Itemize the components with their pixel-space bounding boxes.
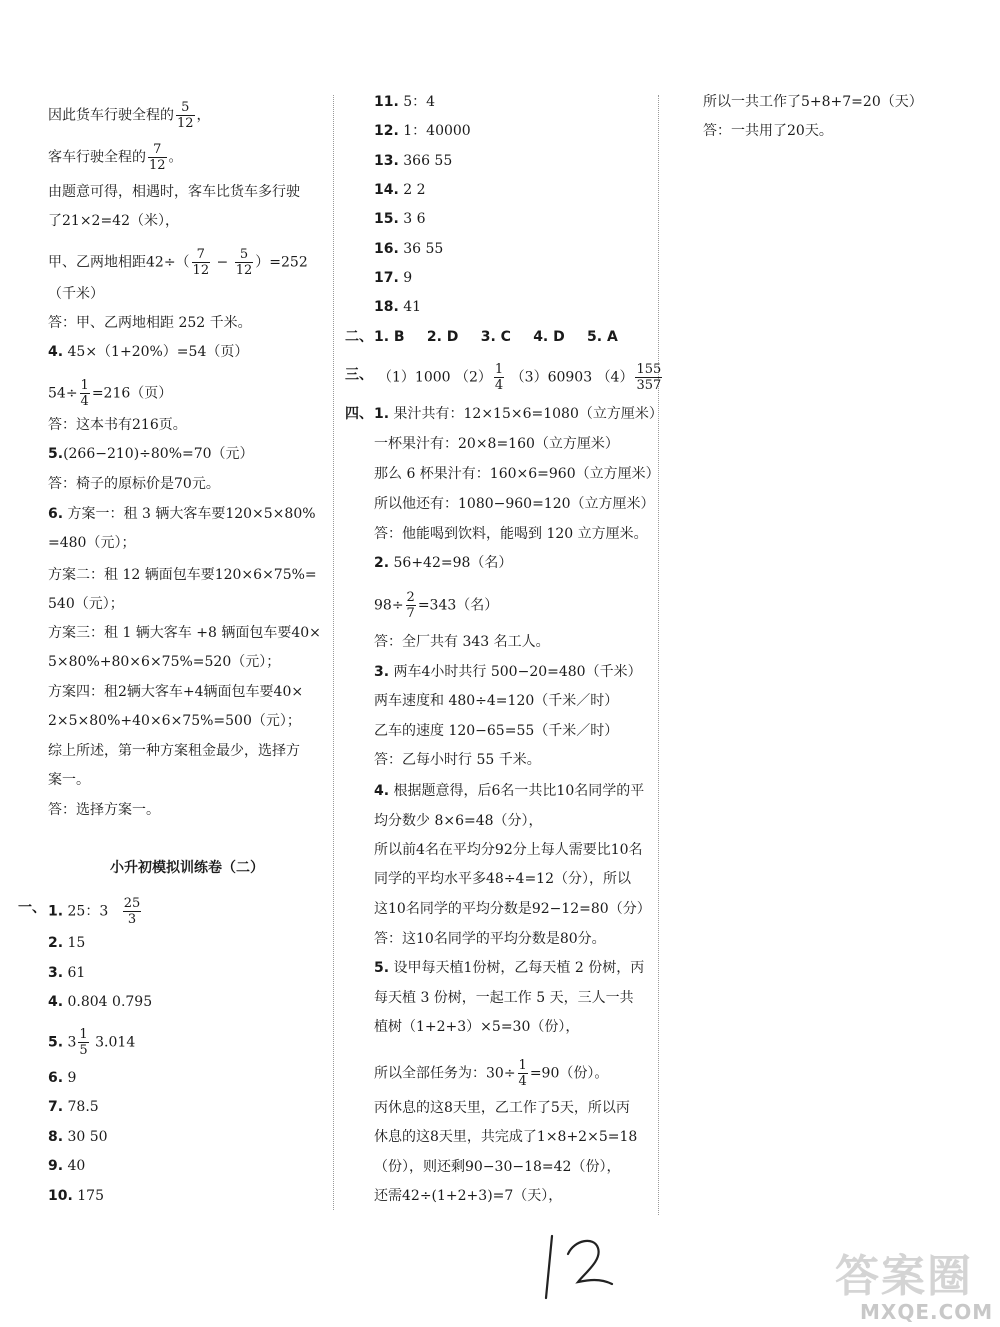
fraction: $\frac{5}{12}$ (177, 100, 194, 131)
text-line: 这10名同学的平均分数是92−12=80（分） (374, 901, 651, 917)
text-line: 由题意可得，相遇时，客车比货车多行驶 (48, 184, 300, 200)
watermark-site: MXQE.COM (860, 1300, 994, 1324)
answer-line: 14. 2 2 (374, 182, 426, 198)
answer-line: 9. 40 (48, 1158, 86, 1174)
handwritten-page-number (538, 1228, 618, 1308)
text-line: 540（元）； (48, 596, 124, 612)
text-line: （千米） (48, 286, 104, 302)
answer-line: 10. 175 (48, 1188, 104, 1204)
answer-line: 8. 30 50 (48, 1129, 108, 1145)
text-line: =480（元）； (48, 535, 136, 551)
answer-line: 16. 36 55 (374, 241, 444, 257)
fraction: $\frac{7}{12}$ (149, 142, 166, 173)
answer-line: 5. 3 $\frac{1}{5}$ 3.014 (48, 1027, 136, 1058)
text-line: 2×5×80%+40×6×75%=500（元）； (48, 713, 301, 729)
text-line: 丙休息的这8天里，乙工作了5天，所以丙 (374, 1100, 630, 1116)
text-line: 3. 两车4小时共行 500−20=480（千米） (374, 664, 642, 680)
text-line: 答：这本书有216页。 (48, 417, 187, 433)
text-line: 所以全部任务为：30÷ $\frac{1}{4}$ =90（份）。 (374, 1058, 609, 1089)
text-line: 98÷ $\frac{2}{7}$ =343（名） (374, 590, 499, 621)
text-line: 案一。 (48, 772, 90, 788)
text-line: 一杯果汁有：20×8=160（立方厘米） (374, 436, 619, 452)
text-line: 两车速度和 480÷4=120（千米／时） (374, 693, 619, 709)
text-line: 6. 方案一：租 3 辆大客车要120×5×80% (48, 506, 316, 522)
text-line: 了21×2=42（米）， (48, 213, 179, 229)
answer-line: 11. 5：4 (374, 94, 436, 110)
answer-line: 7. 78.5 (48, 1099, 99, 1115)
answer-line: 1. 25：3 $\frac{25}{3}$ (48, 896, 141, 927)
text-line: 所以前4名在平均分92分上每人需要比10名 (374, 842, 643, 858)
text-line: 4. 根据题意得，后6名一共比10名同学的平 (374, 783, 645, 799)
text-line: 乙车的速度 120−65=55（千米／时） (374, 723, 619, 739)
text-line: 答：乙每小时行 55 千米。 (374, 752, 541, 768)
answer-line: 3. 61 (48, 965, 86, 981)
text-line: 答：他能喝到饮料，能喝到 120 立方厘米。 (374, 526, 648, 542)
text-line: 5×80%+80×6×75%=520（元）； (48, 654, 281, 670)
text-line: 同学的平均水平多48÷4=12（分），所以 (374, 871, 631, 887)
section-number: 四、 (345, 406, 373, 422)
answer-line: 2. 15 (48, 935, 86, 951)
text-line: 54÷ $\frac{1}{4}$ =216（页） (48, 378, 173, 409)
text-line: 答：一共用了20天。 (703, 123, 833, 139)
section-number: 二、 (345, 329, 373, 345)
text-line: 甲、乙两地相距42÷（ $\frac{7}{12}$ − $\frac{5}{12}$ ）=252 (48, 247, 308, 278)
text-line: 所以他还有：1080−960=120（立方厘米） (374, 496, 655, 512)
text-line: 每天植 3 份树，一起工作 5 天，三人一共 (374, 990, 634, 1006)
text-line: 答：甲、乙两地相距 252 千米。 (48, 315, 252, 331)
text-line: 方案四：租2辆大客车+4辆面包车要40× (48, 684, 304, 700)
text-line: 5. 设甲每天植1份树，乙每天植 2 份树，丙 (374, 960, 645, 976)
text-line: 所以一共工作了5+8+7=20（天） (703, 94, 923, 110)
watermark-logo: 答案圈 (835, 1251, 973, 1302)
text-line: 4. 45×（1+20%）=54（页） (48, 344, 249, 360)
fill-answers: （1）1000 （2） $\frac{1}{4}$ （3）60903 （4） $\frac{155}{357}$ (378, 362, 662, 393)
text-line: 答：这10名同学的平均分数是80分。 (374, 931, 606, 947)
answer-line: 17. 9 (374, 270, 413, 286)
text-line: 答：椅子的原标价是70元。 (48, 476, 220, 492)
text-line: 1. 果汁共有：12×15×6=1080（立方厘米） (374, 406, 663, 422)
answer-line: 15. 3 6 (374, 211, 426, 227)
text-line: 2. 56+42=98（名） (374, 555, 513, 571)
text-line: 综上所述，第一种方案租金最少，选择方 (48, 743, 300, 759)
answer-line: 18. 41 (374, 299, 422, 315)
text-line: 休息的这8天里，共完成了1×8+2×5=18 (374, 1129, 638, 1145)
text-line: 植树（1+2+3）×5=30（份）， (374, 1019, 580, 1035)
section-title: 小升初模拟训练卷（二） (110, 860, 264, 876)
section-number: 三、 (345, 367, 373, 383)
text-line: 方案三：租 1 辆大客车 +8 辆面包车要40× (48, 625, 321, 641)
text-line: 答：选择方案一。 (48, 802, 160, 818)
text-line: 方案二：租 12 辆面包车要120×6×75%= (48, 567, 317, 583)
text-line: （份），则还剩90−30−18=42（份）， (374, 1159, 621, 1175)
text-line: 客车行驶全程的 $\frac{7}{12}$ 。 (48, 142, 183, 173)
section-number: 一、 (18, 900, 46, 916)
answer-line: 12. 1：40000 (374, 123, 471, 139)
text-line: 5.(266−210)÷80%=70（元） (48, 446, 254, 462)
answer-line: 4. 0.804 0.795 (48, 994, 153, 1010)
text-line: 因此货车行驶全程的 $\frac{5}{12}$ ， (48, 100, 211, 131)
column-divider-right (658, 95, 659, 1215)
column-divider-left (333, 95, 334, 1210)
answer-line: 13. 366 55 (374, 153, 453, 169)
choice-answers: 1. B 2. D 3. C 4. D 5. A (374, 329, 618, 345)
answer-line: 6. 9 (48, 1070, 77, 1086)
text-line: 那么 6 杯果汁有：160×6=960（立方厘米） (374, 466, 660, 482)
text-line: 答：全厂共有 343 名工人。 (374, 634, 550, 650)
text-line: 均分数少 8×6=48（分）， (374, 813, 543, 829)
text-line: 还需42÷(1+2+3)=7（天）， (374, 1188, 563, 1204)
